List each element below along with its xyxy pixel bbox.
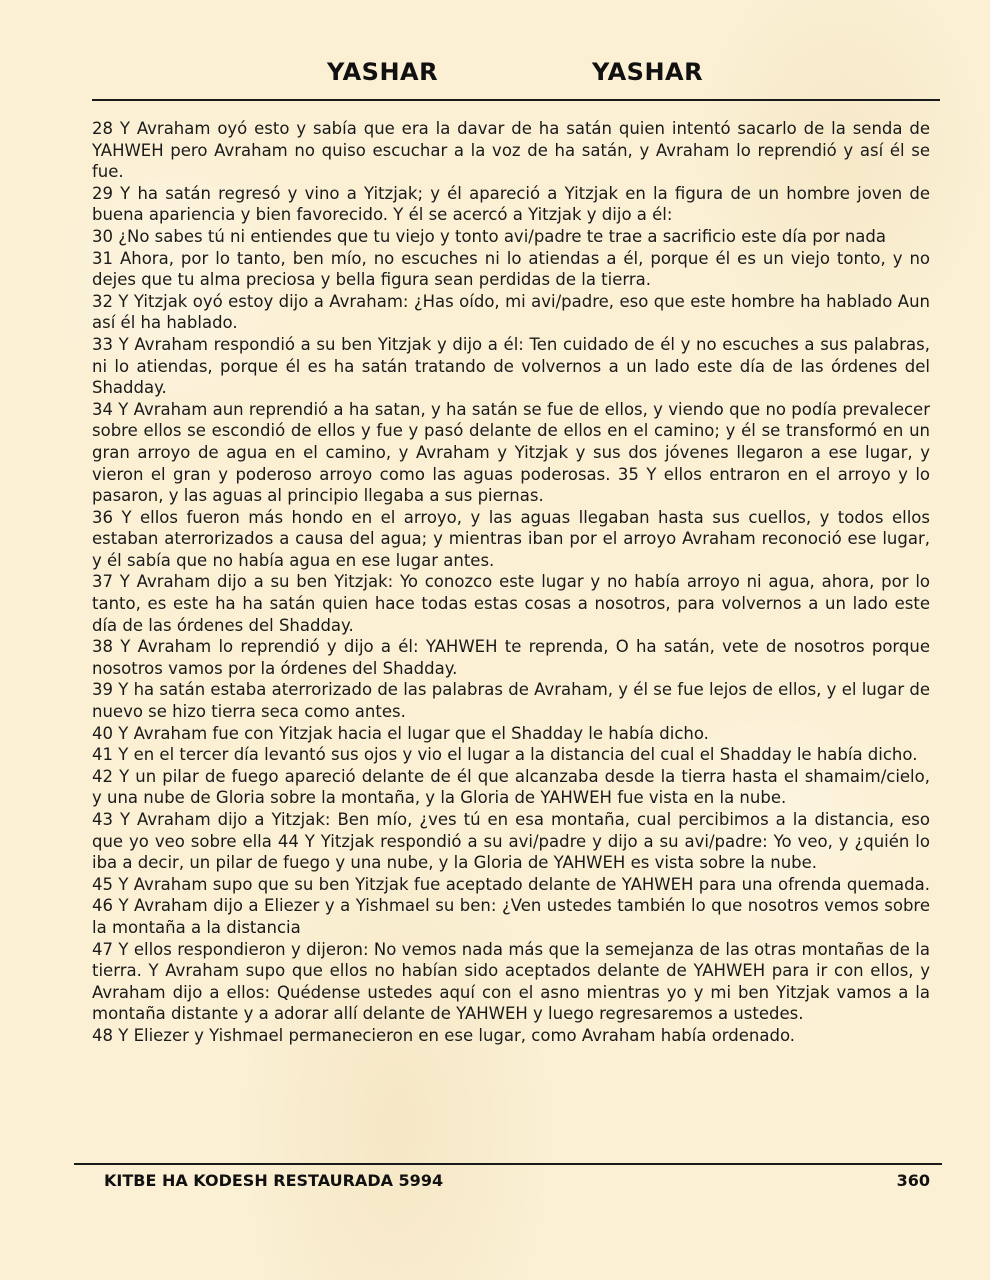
verse-40: 40 Y Avraham fue con Yitzjak hacia el lugar que el Shadday le había dicho. — [92, 723, 709, 743]
verse-30: 30 ¿No sabes tú ni entiendes que tu viejo y tonto avi/padre te trae a sacrificio este día por nada — [92, 226, 887, 246]
verse-34-35: 34 Y Avraham aun reprendió a ha satan, y ha satán se fue de ellos, y viendo que no podía prevalecer sobre ellos se escondió de ellos y fue y pasó delante de ellos en el camino; y él se transformó en un gran arroyo de agua en el camino, y Avraham y Yitzjak y sus dos jóvenes llegaron a ese lugar, y vieron el gran y poderoso arroyo como las aguas poderosas. 35 Y ellos entraron en el arroyo y lo pasaron, y las aguas al principio llegaba a sus piernas. — [92, 399, 930, 506]
footer-divider — [74, 1163, 942, 1165]
verse-48: 48 Y Eliezer y Yishmael permanecieron en ese lugar, como Avraham había ordenado. — [92, 1025, 796, 1045]
running-title-left: YASHAR — [327, 58, 439, 86]
running-title-right: YASHAR — [592, 58, 704, 86]
page-number: 360 — [896, 1171, 930, 1190]
book-title: KITBE HA KODESH RESTAURADA 5994 — [104, 1171, 444, 1190]
page-header — [0, 58, 990, 92]
verse-29: 29 Y ha satán regresó y vino a Yitzjak; y él apareció a Yitzjak en la figura de un hombre joven de buena apariencia y bien favorecido. Y él se acercó a Yitzjak y dijo a él: — [92, 183, 930, 225]
header-divider — [92, 99, 940, 101]
verse-36: 36 Y ellos fueron más hondo en el arroyo, y las aguas llegaban hasta sus cuellos, y todos ellos estaban aterrorizados a causa del agua; y mientras iban por el arroyo Avraham reconoció ese lugar, y él sabía que no había agua en ese lugar antes. — [92, 507, 930, 570]
verse-33: 33 Y Avraham respondió a su ben Yitzjak y dijo a él: Ten cuidado de él y no escuches a sus palabras, ni lo atiendas, porque él es ha satán tratando de volvernos a un lado este día de las órdenes del Shadday. — [92, 334, 930, 398]
verse-47: 47 Y ellos respondieron y dijeron: No vemos nada más que la semejanza de las otras montañas de la tierra. Y Avraham supo que ellos no habían sido aceptados delante de YAHWEH para ir con ellos, y Avraham dijo a ellos: Quédense ustedes aquí con el asno mientras yo y mi ben Yitzjak vamos a la montaña distante y a adorar allí delante de YAHWEH y luego regresaremos a ustedes. — [92, 939, 930, 1024]
verse-45-46: 45 Y Avraham supo que su ben Yitzjak fue aceptado delante de YAHWEH para una ofrenda quemada. 46 Y Avraham dijo a Eliezer y a Yishmael su ben: ¿Ven ustedes también lo que nosotros vemos sobre la montaña a la distancia — [92, 874, 930, 937]
verse-42: 42 Y un pilar de fuego apareció delante de él que alcanzaba desde la tierra hasta el shamaim/cielo, y una nube de Gloria sobre la montaña, y la Gloria de YAHWEH fue vista en la nube. — [92, 766, 930, 808]
page-footer — [0, 1171, 990, 1195]
verse-28: 28 Y Avraham oyó esto y sabía que era la davar de ha satán quien intentó sacarlo de la senda de YAHWEH pero Avraham no quiso escuchar a la voz de ha satán, y Avraham lo reprendió y así él se fue. — [92, 119, 930, 182]
body-text — [92, 118, 930, 1047]
verse-37: 37 Y Avraham dijo a su ben Yitzjak: Yo conozco este lugar y no había arroyo ni agua, ahora, por lo tanto, es este ha ha satán quien hace todas estas cosas a nosotros, para volvernos a un lado este día de las órdenes del Shadday. — [92, 572, 930, 635]
verse-38: 38 Y Avraham lo reprendió y dijo a él: YAHWEH te reprenda, O ha satán, vete de nosotros porque nosotros vamos por la órdenes del Shadday. — [92, 637, 930, 678]
verse-41: 41 Y en el tercer día levantó sus ojos y vio el lugar a la distancia del cual el Shadday le había dicho. — [92, 745, 918, 765]
verse-39: 39 Y ha satán estaba aterrorizado de las palabras de Avraham, y él se fue lejos de ellos, y el lugar de nuevo se hizo tierra seca como antes. — [92, 680, 930, 722]
verse-43-44: 43 Y Avraham dijo a Yitzjak: Ben mío, ¿ves tú en esa montaña, cual percibimos a la distancia, eso que yo veo sobre ella 44 Y Yitzjak respondió a su avi/padre y dijo a su avi/padre: Yo veo, y ¿quién lo iba a decir, un pilar de fuego y una nube, y la Gloria de YAHWEH es vista sobre la nube. — [92, 810, 930, 873]
verse-31: 31 Ahora, por lo tanto, ben mío, no escuches ni lo atiendas a él, porque él es un viejo tonto, y no dejes que tu alma preciosa y bella figura sean perdidas de la tierra. — [92, 248, 930, 290]
verse-32: 32 Y Yitzjak oyó estoy dijo a Avraham: ¿Has oído, mi avi/padre, eso que este hombre ha hablado Aun así él ha hablado. — [92, 291, 930, 333]
